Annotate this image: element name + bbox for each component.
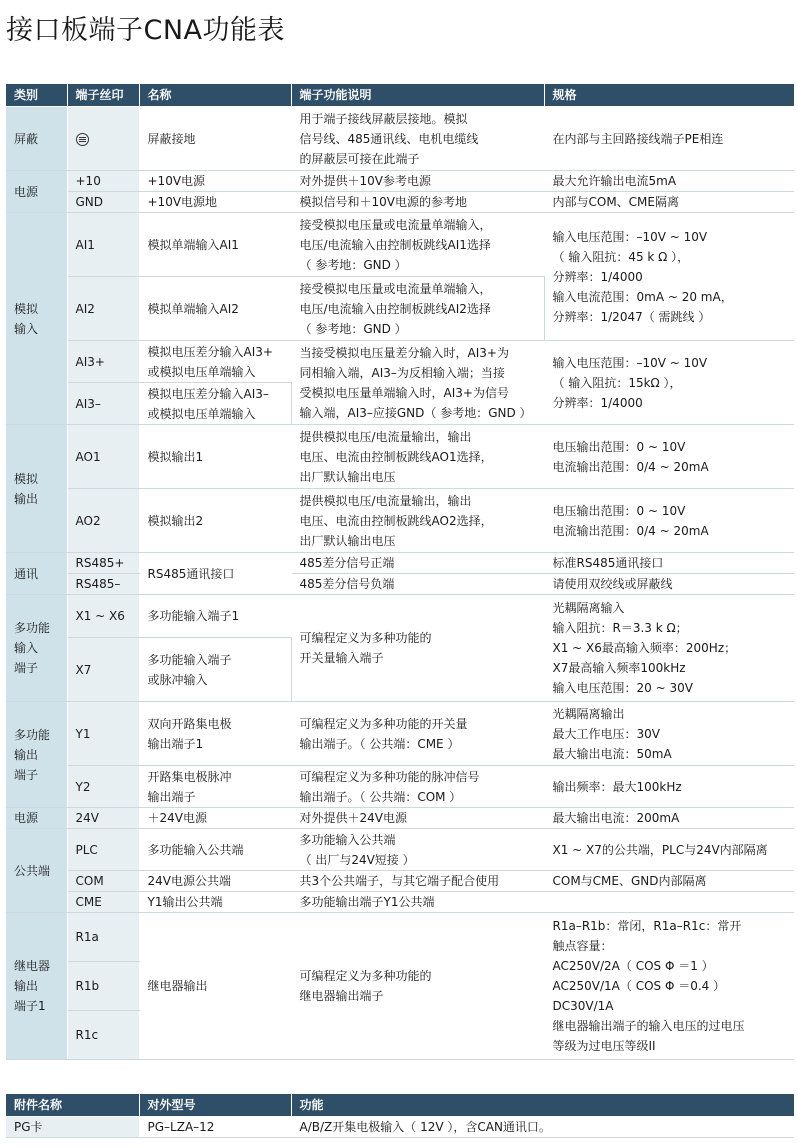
table-row: [6, 213, 794, 277]
function-cell: 485差分信号正端: [291, 553, 544, 574]
spec-cell: 光耦隔离输入 输入阻抗：R＝3.3 k Ω； X1 ~ X6最高输入频率：200Hz； X7最高输入频率100kHz 输入电压范围：20 ~ 30V: [544, 595, 794, 702]
name-cell: 模拟电压差分输入AI3+ 或模拟电压单端输入: [139, 341, 291, 383]
name-cell: 模拟电压差分输入AI3– 或模拟电压单端输入: [139, 383, 291, 425]
name-cell: Y1输出公共端: [139, 892, 291, 913]
name-cell: 多功能输入公共端: [139, 829, 291, 871]
spec-cell: 在内部与主回路接线端子PE相连: [544, 107, 794, 171]
header-name: 名称: [139, 84, 291, 107]
spec-cell: 内部与COM、CME隔离: [544, 192, 794, 213]
name-cell: 模拟输出1: [139, 425, 291, 489]
header-model: 对外型号: [139, 1094, 291, 1117]
table-row: [6, 829, 794, 871]
name-cell: 开路集电极脉冲 输出端子: [139, 766, 291, 808]
function-cell: 接受模拟电压量或电流量单端输入， 电压/电流输入由控制板跳线AI2选择 （ 参考地：GND ）: [291, 277, 544, 341]
name-cell: 双向开路集电极 输出端子1: [139, 702, 291, 766]
function-cell: 可编程定义为多种功能的 继电器输出端子: [291, 913, 544, 1060]
header-accessory-name: 附件名称: [6, 1094, 139, 1117]
header-spec: 规格: [544, 84, 794, 107]
category-cell: 通讯: [6, 553, 67, 595]
terminal-cell: AI2: [67, 277, 139, 341]
spec-cell: 电压输出范围：0 ~ 10V 电流输出范围：0/4 ~ 20mA: [544, 489, 794, 553]
terminal-cell: R1a: [67, 913, 139, 962]
table-row: [6, 808, 794, 829]
table-header-row: [6, 1094, 794, 1117]
category-cell: 屏蔽: [6, 107, 67, 171]
category-cell: 多功能 输入 端子: [6, 595, 67, 702]
function-cell: 可编程定义为多种功能的 开关量输入端子: [291, 595, 544, 702]
category-cell: 电源: [6, 808, 67, 829]
terminal-cell: Y1: [67, 702, 139, 766]
table-row: [6, 702, 794, 766]
terminal-cell: AO1: [67, 425, 139, 489]
spec-cell: 输入电压范围：–10V ~ 10V （ 输入阻抗：15kΩ ）， 分辨率：1/4000: [544, 341, 794, 425]
page-title: 接口板端子CNA功能表: [6, 15, 286, 46]
name-cell: +10V电源: [139, 171, 291, 192]
header-terminal: 端子丝印: [67, 84, 139, 107]
table-row: [6, 574, 794, 595]
spec-cell: 光耦隔离输出 最大工作电压：30V 最大输出电流：50mA: [544, 702, 794, 766]
function-cell: 提供模拟电压/电流量输出，输出 电压、电流由控制板跳线AO2选择， 出厂默认输出电压: [291, 489, 544, 553]
function-cell: 提供模拟电压/电流量输出，输出 电压、电流由控制板跳线AO1选择， 出厂默认输出电压: [291, 425, 544, 489]
name-cell: 继电器输出: [139, 913, 291, 1060]
table-row: [6, 489, 794, 553]
table-row: [6, 553, 794, 574]
accessory-name-cell: PG卡: [6, 1117, 139, 1138]
spec-cell: 标准RS485通讯接口: [544, 553, 794, 574]
terminal-cell: X1 ~ X6: [67, 595, 139, 638]
category-cell: 模拟 输入: [6, 213, 67, 425]
terminal-cell: Y2: [67, 766, 139, 808]
spec-cell: 输出频率：最大100kHz: [544, 766, 794, 808]
table-header-row: [6, 84, 794, 107]
spec-cell: 请使用双绞线或屏蔽线: [544, 574, 794, 595]
function-cell: 可编程定义为多种功能的脉冲信号 输出端子。（ 公共端：COM ）: [291, 766, 544, 808]
spec-cell: 最大允许输出电流5mA: [544, 171, 794, 192]
header-category: 类别: [6, 84, 67, 107]
header-accessory-function: 功能: [291, 1094, 794, 1117]
terminal-cell: GND: [67, 192, 139, 213]
function-cell: 对外提供＋24V电源: [291, 808, 544, 829]
accessory-function-cell: A/B/Z开集电极输入（ 12V ），含CAN通讯口。: [291, 1117, 794, 1138]
terminal-cell: AI1: [67, 213, 139, 277]
header-function: 端子功能说明: [291, 84, 544, 107]
table-row: [6, 171, 794, 192]
name-cell: 模拟输出2: [139, 489, 291, 553]
name-cell: 24V电源公共端: [139, 871, 291, 892]
spec-cell: 输入电压范围：–10V ~ 10V （ 输入阻抗：45 k Ω ）， 分辨率：1/4000 输入电流范围：0mA ~ 20 mA， 分辨率：1/2047（ 需跳线 ）: [544, 213, 794, 341]
table-row: [6, 1117, 794, 1138]
terminal-cell: 24V: [67, 808, 139, 829]
spec-cell: R1a–R1b：常闭，R1a–R1c：常开 触点容量： AC250V/2A（ COS Φ ＝1 ） AC250V/1A（ COS Φ ＝0.4 ） DC30V/1A 继电器输出端子的输入电压的过电压 等级为过电压等级II: [544, 913, 794, 1060]
terminal-cell: X7: [67, 638, 139, 702]
table-row: [6, 595, 794, 638]
table-row: [6, 425, 794, 489]
spec-cell: 电压输出范围：0 ~ 10V 电流输出范围：0/4 ~ 20mA: [544, 425, 794, 489]
terminal-cell: [67, 107, 139, 171]
terminal-cell: AI3–: [67, 383, 139, 425]
table-row: [6, 871, 794, 892]
function-cell: 485差分信号负端: [291, 574, 544, 595]
function-cell: 对外提供＋10V参考电源: [291, 171, 544, 192]
function-cell: 接受模拟电压量或电流量单端输入， 电压/电流输入由控制板跳线AI1选择 （ 参考地：GND ）: [291, 213, 544, 277]
spec-cell: [544, 892, 794, 913]
table-row: [6, 107, 794, 171]
terminal-cell: AI3+: [67, 341, 139, 383]
terminal-cell: RS485+: [67, 553, 139, 574]
category-cell: 电源: [6, 171, 67, 213]
name-cell: 屏蔽接地: [139, 107, 291, 171]
terminal-cell: +10: [67, 171, 139, 192]
name-cell: +10V电源地: [139, 192, 291, 213]
category-cell: 模拟 输出: [6, 425, 67, 553]
terminal-cell: AO2: [67, 489, 139, 553]
function-cell: 当接受模拟电压量差分输入时，AI3+为 同相输入端，AI3–为反相输入端；当接 受模拟电压量单端输入时，AI3+为信号 输入端，AI3–应接GND（ 参考地：GND ）: [291, 341, 544, 425]
name-cell: RS485通讯接口: [139, 553, 291, 595]
category-cell: 多功能 输出 端子: [6, 702, 67, 808]
name-cell: 模拟单端输入AI2: [139, 277, 291, 341]
table-row: [6, 766, 794, 808]
accessory-table: [6, 1094, 795, 1138]
category-cell: 继电器 输出 端子1: [6, 913, 67, 1060]
name-cell: 多功能输入端子 或脉冲输入: [139, 638, 291, 702]
function-cell: 可编程定义为多种功能的开关量 输出端子。（ 公共端：CME ）: [291, 702, 544, 766]
ground-icon: [76, 133, 89, 146]
table-row: [6, 892, 794, 913]
name-cell: 模拟单端输入AI1: [139, 213, 291, 277]
terminal-function-table: [6, 84, 795, 1060]
spec-cell: 最大输出电流：200mA: [544, 808, 794, 829]
terminal-cell: RS485–: [67, 574, 139, 595]
name-cell: 多功能输入端子1: [139, 595, 291, 638]
terminal-cell: CME: [67, 892, 139, 913]
function-cell: 多功能输出端子Y1公共端: [291, 892, 544, 913]
terminal-cell: R1b: [67, 962, 139, 1011]
spec-cell: X1 ~ X7的公共端，PLC与24V内部隔离: [544, 829, 794, 871]
terminal-cell: COM: [67, 871, 139, 892]
function-cell: 用于端子接线屏蔽层接地。模拟 信号线、485通讯线、电机电缆线 的屏蔽层可接在此端子: [291, 107, 544, 171]
table-row: [6, 913, 794, 962]
terminal-cell: PLC: [67, 829, 139, 871]
function-cell: 共3个公共端子，与其它端子配合使用: [291, 871, 544, 892]
function-cell: 模拟信号和＋10V电源的参考地: [291, 192, 544, 213]
table-row: [6, 341, 794, 383]
category-cell: 公共端: [6, 829, 67, 913]
name-cell: ＋24V电源: [139, 808, 291, 829]
accessory-model-cell: PG–LZA–12: [139, 1117, 291, 1138]
table-row: [6, 192, 794, 213]
spec-cell: COM与CME、GND内部隔离: [544, 871, 794, 892]
function-cell: 多功能输入公共端 （ 出厂与24V短接 ）: [291, 829, 544, 871]
terminal-cell: R1c: [67, 1011, 139, 1060]
